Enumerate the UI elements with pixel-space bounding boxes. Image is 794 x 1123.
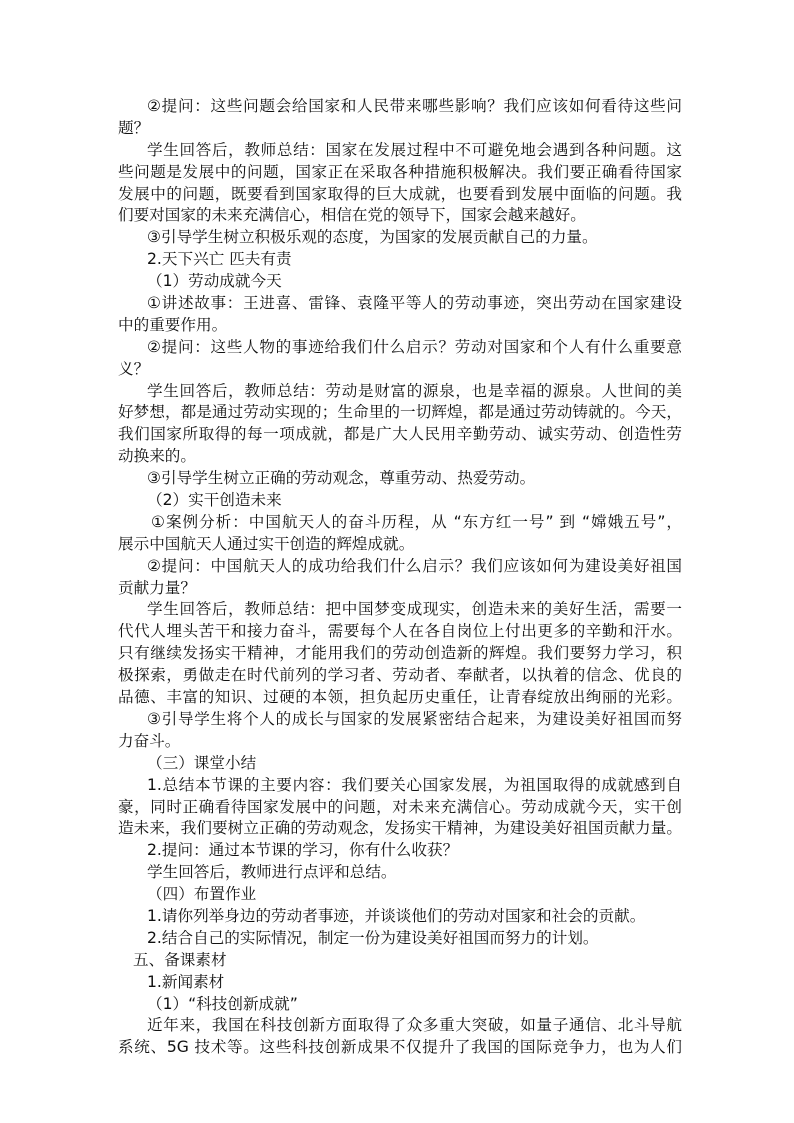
section-heading: 五、备课素材 bbox=[133, 950, 227, 969]
paragraph-line: 力奋斗。 bbox=[118, 731, 181, 750]
paragraph-line: ②提问：这些人物的事迹给我们什么启示？劳动对国家和个人有什么重要意 bbox=[147, 337, 682, 356]
paragraph-line: 贡献力量？ bbox=[118, 578, 196, 597]
document-page bbox=[118, 96, 682, 1059]
paragraph-line: 展示中国航天人通过实干创造的辉煌成就。 bbox=[118, 534, 415, 553]
paragraph-line: 系统、5G 技术等。这些科技创新成果不仅提升了我国的国际竞争力，也为人们 bbox=[118, 1038, 682, 1057]
paragraph-line: 极探索，勇做走在时代前列的学习者、劳动者、奉献者，以执着的信念、优良的 bbox=[118, 666, 682, 685]
paragraph-line: 品德、丰富的知识、过硬的本领，担负起历史重任，让青春绽放出绚丽的光彩。 bbox=[118, 688, 682, 707]
paragraph-line: 学生回答后，教师进行点评和总结。 bbox=[147, 863, 397, 882]
paragraph-line: ②提问：中国航天人的成功给我们什么启示？我们应该如何为建设美好祖国 bbox=[147, 556, 682, 575]
section-heading: 2.天下兴亡 匹夫有责 bbox=[147, 250, 292, 269]
subsection-heading: （2）实干创造未来 bbox=[147, 491, 282, 510]
paragraph-line: 造未来，我们要树立正确的劳动观念，发扬实干精神，为建设美好祖国贡献力量。 bbox=[118, 819, 682, 838]
paragraph-line: 些问题是发展中的问题，国家正在采取各种措施积极解决。我们要正确看待国家 bbox=[118, 162, 682, 181]
section-heading: （四）布置作业 bbox=[147, 885, 257, 904]
paragraph-line: 豪，同时正确看待国家发展中的问题，对未来充满信心。劳动成就今天，实干创 bbox=[118, 797, 682, 816]
paragraph-line: 学生回答后，教师总结：国家在发展过程中不可避免地会遇到各种问题。这 bbox=[147, 140, 682, 159]
subsection-heading: （1）劳动成就今天 bbox=[147, 272, 282, 291]
paragraph-line: 2.提问：通过本节课的学习，你有什么收获？ bbox=[147, 841, 459, 860]
subsection-heading: （1）“科技创新成就” bbox=[147, 994, 298, 1013]
paragraph-line: ①讲述故事：王进喜、雷锋、袁隆平等人的劳动事迹，突出劳动在国家建设 bbox=[147, 294, 682, 313]
paragraph-line: 学生回答后，教师总结：劳动是财富的源泉，也是幸福的源泉。人世间的美 bbox=[147, 381, 682, 400]
section-heading: （三）课堂小结 bbox=[147, 753, 257, 772]
paragraph-line: 我们国家所取得的每一项成就，都是广大人民用辛勤劳动、诚实劳动、创造性劳 bbox=[118, 425, 682, 444]
section-heading: 1.新闻素材 bbox=[147, 972, 225, 991]
paragraph-line: ①案例分析：中国航天人的奋斗历程，从 “东方红一号” 到 “嫦娥五号”， bbox=[151, 512, 682, 531]
paragraph-line: 动换来的。 bbox=[118, 447, 196, 466]
paragraph-line: 只有继续发扬实干精神，才能用我们的劳动创造新的辉煌。我们要努力学习，积 bbox=[118, 644, 682, 663]
paragraph-line: 义？ bbox=[118, 359, 150, 378]
paragraph-line: 题？ bbox=[118, 118, 150, 137]
paragraph-line: 学生回答后，教师总结：把中国梦变成现实，创造未来的美好生活，需要一 bbox=[147, 600, 682, 619]
paragraph-line: 代代人埋头苦干和接力奋斗，需要每个人在各自岗位上付出更多的辛勤和汗水。 bbox=[118, 622, 682, 641]
paragraph-line: 好梦想，都是通过劳动实现的；生命里的一切辉煌，都是通过劳动铸就的。今天， bbox=[118, 403, 682, 422]
paragraph-line: ②提问：这些问题会给国家和人民带来哪些影响？我们应该如何看待这些问 bbox=[147, 97, 682, 115]
paragraph-line: 中的重要作用。 bbox=[118, 315, 228, 334]
paragraph-line: 近年来，我国在科技创新方面取得了众多重大突破，如量子通信、北斗导航 bbox=[147, 1016, 682, 1035]
paragraph-line: 1.总结本节课的主要内容：我们要关心国家发展，为祖国取得的成就感到自 bbox=[147, 775, 682, 794]
paragraph-line: ③引导学生树立积极乐观的态度，为国家的发展贡献自己的力量。 bbox=[147, 228, 598, 247]
paragraph-line: 2.结合自己的实际情况，制定一份为建设美好祖国而努力的计划。 bbox=[147, 928, 599, 947]
paragraph-line: ③引导学生将个人的成长与国家的发展紧密结合起来，为建设美好祖国而努 bbox=[147, 709, 682, 728]
paragraph-line: 1.请你列举身边的劳动者事迹，并谈谈他们的劳动对国家和社会的贡献。 bbox=[147, 906, 646, 925]
paragraph-line: 们要对国家的未来充满信心，相信在党的领导下，国家会越来越好。 bbox=[118, 206, 586, 225]
paragraph-line: ③引导学生树立正确的劳动观念，尊重劳动、热爱劳动。 bbox=[147, 469, 536, 488]
paragraph-line: 发展中的问题，既要看到国家取得的巨大成就，也要看到发展中面临的问题。我 bbox=[118, 184, 682, 203]
